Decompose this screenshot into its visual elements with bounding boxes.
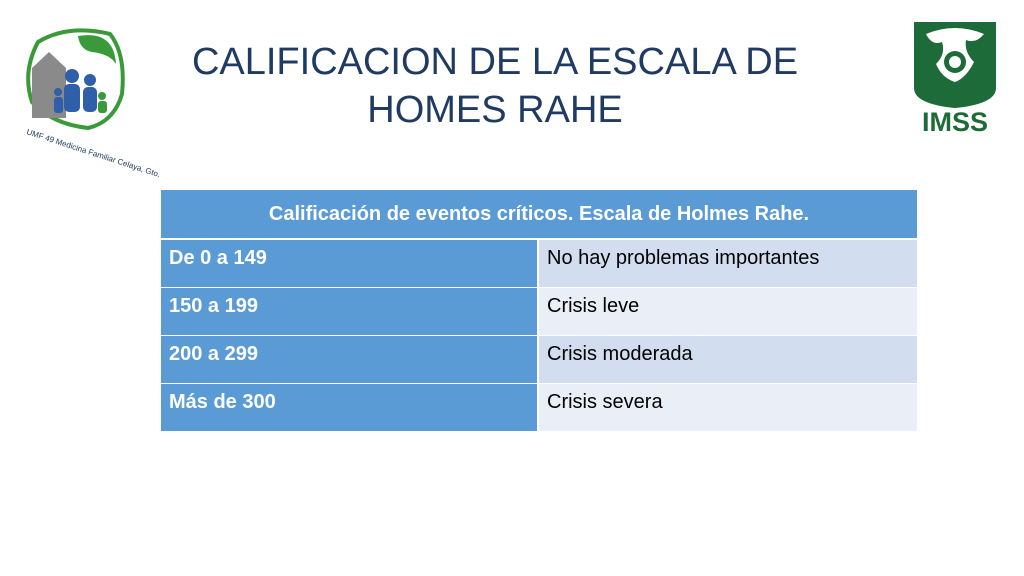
table-row <box>161 287 917 335</box>
imss-logo <box>906 18 1004 136</box>
svg-text:UMF 49 Medicina Familiar Celay: UMF 49 Medicina Familiar Celaya, Gto. <box>25 127 162 180</box>
table-header: Calificación de eventos críticos. Escala de Holmes Rahe. <box>161 190 917 239</box>
table-row <box>161 239 917 287</box>
table-row <box>161 335 917 383</box>
table-header-row <box>161 190 917 239</box>
table-row <box>161 383 917 431</box>
interpretation-cell: Crisis leve <box>538 287 917 335</box>
imss-eagle-logo-icon <box>906 18 1004 136</box>
title-line-1: CALIFICACION DE LA ESCALA DE <box>191 41 799 83</box>
score-range-cell: 200 a 299 <box>161 335 538 383</box>
interpretation-cell: Crisis severa <box>538 383 917 431</box>
interpretation-cell: No hay problemas importantes <box>538 239 917 287</box>
interpretation-cell: Crisis moderada <box>538 335 917 383</box>
umf-49-logo <box>18 24 162 180</box>
svg-text:IMSS: IMSS <box>921 107 989 137</box>
title-line-2: HOMES RAHE <box>367 89 623 131</box>
family-clinic-logo-icon <box>18 24 162 180</box>
score-range-cell: Más de 300 <box>161 383 538 431</box>
score-range-cell: 150 a 199 <box>161 287 538 335</box>
score-range-cell: De 0 a 149 <box>161 239 538 287</box>
holmes-rahe-table <box>161 190 917 431</box>
slide-title <box>170 38 820 134</box>
